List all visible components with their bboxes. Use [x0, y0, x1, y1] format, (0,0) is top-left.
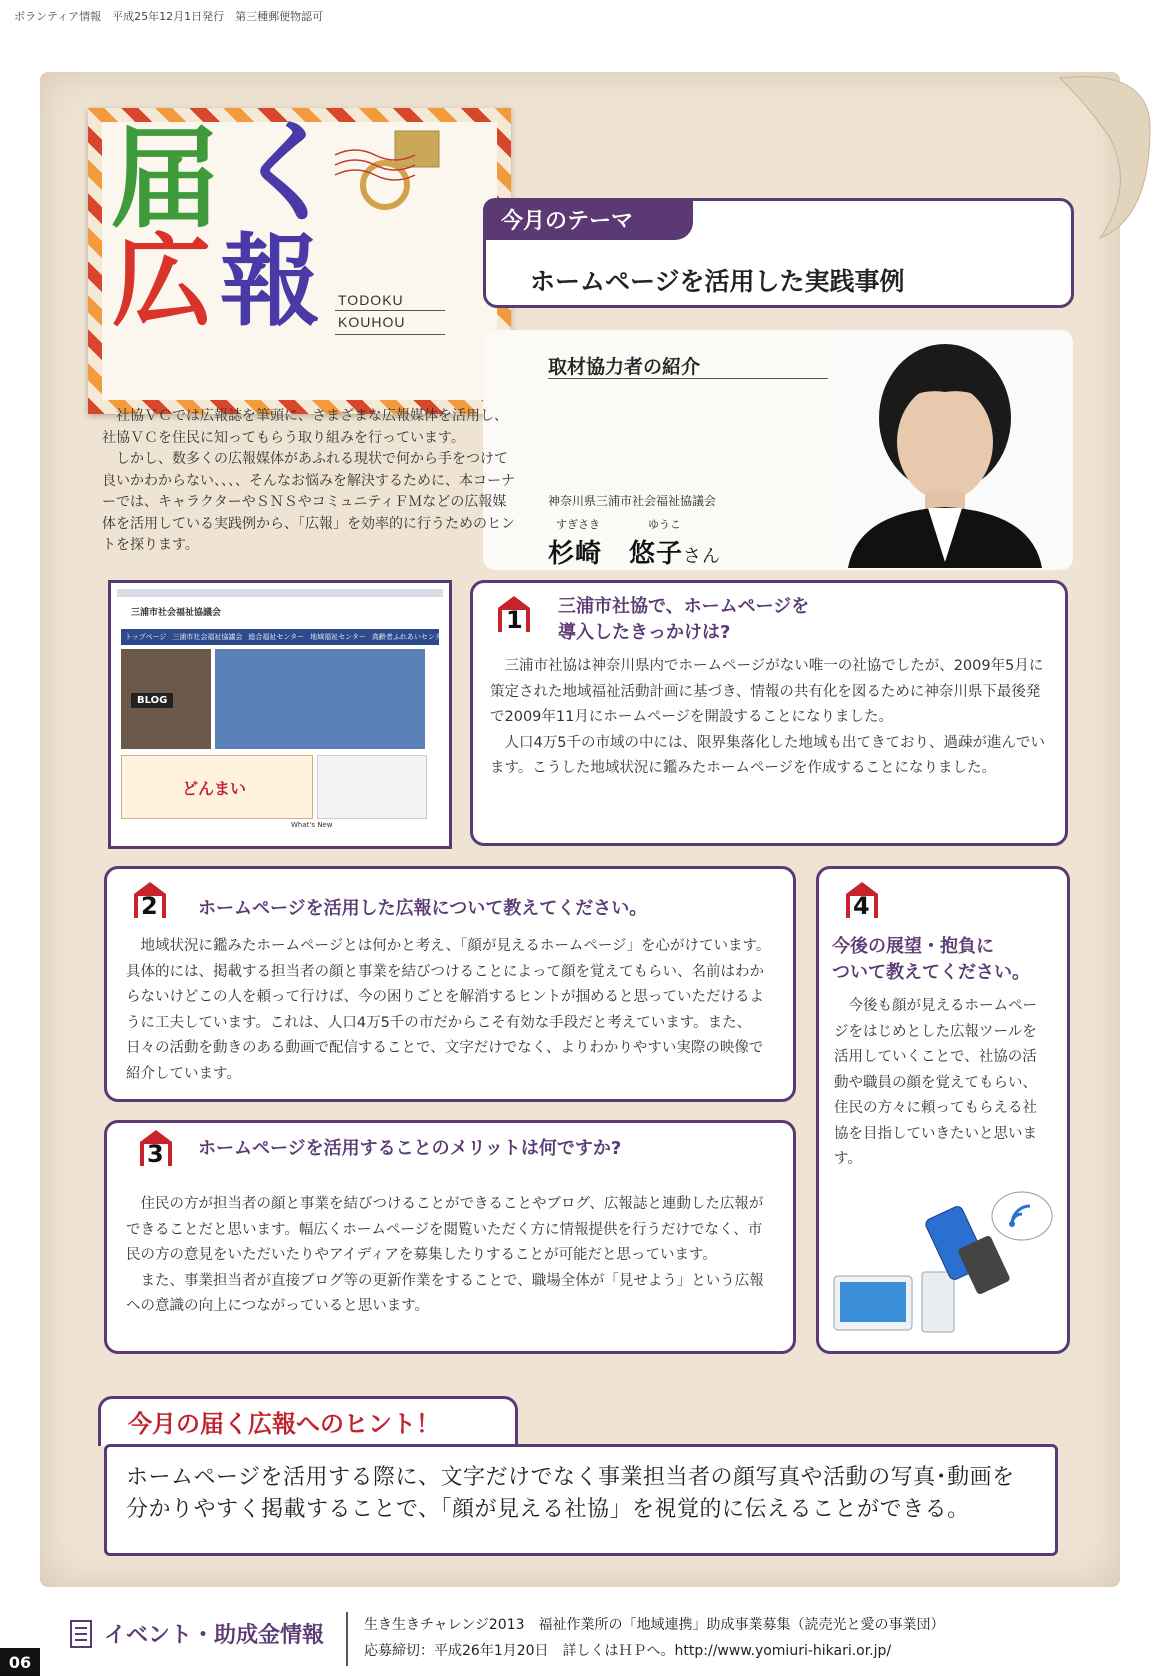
- q1-body: [490, 654, 1050, 782]
- logo-romaji-todoku: TODOKU: [338, 292, 404, 308]
- intro-text: [102, 406, 517, 557]
- q3-title: ホームページを活用することのメリットは何ですか?: [198, 1138, 622, 1159]
- q3-paragraph: 住民の方が担当者の顔と事業を結びつけることができることやブログ、広報誌と連動した広報ができることだと思います。幅広くホームページを閲覧いただく方に情報提供を行うだけでなく、市民の方の意見をいただいたりやアイディアを募集したりすることが可能だと思っています。: [126, 1196, 764, 1263]
- q4-title-line1: 今後の展望・抱負に: [832, 936, 994, 957]
- interviewee-name-text: 杉崎 悠子: [548, 539, 684, 569]
- logo-char-hou: 報: [220, 223, 320, 340]
- intro-paragraph: 社協ＶＣでは広報誌を筆頭に、さまざまな広報媒体を活用し、社協ＶＣを住民に知ってもらう取り組みを行っています。: [102, 408, 508, 446]
- masthead: ボランティア情報 平成25年12月1日発行 第三種郵便物認可: [14, 10, 324, 23]
- name-ruby-given: ゆうこ: [648, 518, 681, 531]
- heading-underline: [548, 378, 848, 379]
- site-blog-label: BLOG: [131, 693, 173, 708]
- intro-paragraph: しかし、数多くの広報媒体があふれる現状で何から手をつけて良いかわからない、、、、そんなお悩みを解決するために、本コーナーでは、キャラクターやＳＮＳやコミュニティＦＭなどの広報媒体を活用している実践例から、「広報」を効率的に行うためのヒントを探ります。: [102, 451, 515, 553]
- name-ruby-family: すぎさき: [556, 518, 600, 531]
- interviewee-photo: [828, 332, 1062, 568]
- honorific: さん: [683, 546, 722, 567]
- q1-title-line1: 三浦市社協で、ホームページを: [558, 596, 810, 617]
- logo-char-kou: 広: [112, 223, 212, 340]
- site-nav-item: 高齢者ふれあいセンター: [371, 633, 449, 641]
- footer-divider: [346, 1612, 348, 1666]
- site-nav-item: 地域福祉センター: [310, 633, 366, 641]
- theme-tab: 今月のテーマ: [483, 198, 693, 240]
- q2-title: ホームページを活用した広報について教えてください。: [198, 898, 648, 919]
- hint-text: [126, 1462, 1046, 1526]
- site-nav-item: 三浦市社会福祉協議会: [172, 633, 243, 641]
- q2-paragraph: 地域状況に鑑みたホームページとは何かと考え、「顔が見えるホームページ」を心がけています。具体的には、掲載する担当者の顔と事業を結びつけることによって顔を覚えてもらい、名前はわからないけどこの人を頼って行けば、今の困りごとを解消するヒントが掴めると思っていただけるように工夫しています。これは、人口4万5千の市だからこそ有効な手段だと考えています。また、日々の活動を動きのある動画で配信することで、文字だけでなく、よりわかりやすい実際の映像で紹介しています。: [126, 938, 771, 1082]
- site-whats-new: What's New: [291, 821, 333, 829]
- interviewee-name: [548, 533, 721, 570]
- interviewee-organization: 神奈川県三浦市社会福祉協議会: [548, 494, 717, 508]
- site-blog-panel: [121, 649, 211, 749]
- site-org-name: 三浦市社会福祉協議会: [131, 608, 222, 618]
- q1-number: 1: [506, 606, 523, 634]
- logo-char-todoku: 届: [110, 115, 220, 243]
- interviewee-heading: 取材協力者の紹介: [548, 356, 701, 378]
- document-icon: [70, 1620, 92, 1648]
- q4-number: 4: [853, 892, 870, 920]
- computer-phone-icon: [826, 1180, 1056, 1340]
- website-screenshot: [108, 580, 452, 849]
- q3-number: 3: [147, 1140, 164, 1168]
- hint-line: ホームページを活用する際に、文字だけでなく事業担当者の顔写真や活動の写真･動画を: [126, 1465, 1015, 1490]
- site-hero-banner: [215, 649, 425, 749]
- footer-deadline-line: 応募締切：平成26年1月20日 詳しくはＨＰへ。http://www.yomiuri-hikari.or.jp/: [364, 1643, 892, 1659]
- logo-divider: [335, 310, 445, 311]
- hint-line: 分かりやすく掲載することで、「顔が見える社協」を視覚的に伝えることができる。: [126, 1497, 970, 1522]
- q4-body: [834, 994, 1044, 1173]
- footer-section-title: イベント・助成金情報: [104, 1623, 325, 1648]
- site-nav-item: トップページ: [125, 633, 167, 641]
- site-sidebar: [317, 755, 427, 819]
- site-nav-item: 総合福祉センター: [248, 633, 305, 641]
- theme-title: ホームページを活用した実践事例: [530, 267, 905, 296]
- hint-title: 今月の届く広報へのヒント！: [128, 1410, 440, 1438]
- q1-paragraph: 人口4万5千の市域の中には、限界集落化した地域も出てきており、過疎が進んでいます。こうした地域状況に鑑みたホームページを作成することになりました。: [490, 734, 1045, 776]
- q1-paragraph: 三浦市社協は神奈川県内でホームページがない唯一の社協でしたが、2009年5月に策定された地域福祉活動計画に基づき、情報の共有化を図るために神奈川県下最後発で2009年11月にホームページを開設することになりました。: [490, 658, 1044, 725]
- site-nav: [121, 629, 449, 645]
- logo-char-ku: く: [232, 109, 342, 237]
- q4-title-line2: ついて教えてください。: [832, 962, 1030, 983]
- q4-paragraph: 今後も顔が見えるホームページをはじめとした広報ツールを活用していくことで、社協の活動や職員の顔を覚えてもらい、住民の方々に頼ってもらえる社協を目指していきたいと思います。: [834, 998, 1037, 1167]
- browser-bar: [117, 589, 443, 597]
- q3-paragraph: また、事業担当者が直接ブログ等の更新作業をすることで、職場全体が「見せよう」という広報への意識の向上につながっていると思います。: [126, 1272, 764, 1314]
- q3-body: [126, 1192, 776, 1320]
- logo-divider: [335, 334, 445, 335]
- stamp-icon: [335, 125, 475, 225]
- q2-number: 2: [141, 892, 158, 920]
- site-donmai-text: どんまい: [182, 779, 247, 798]
- footer-event-line: 生き生きチャレンジ2013 福祉作業所の「地域連携」助成事業募集（読売光と愛の事業団）: [364, 1617, 945, 1633]
- site-donmai-banner: [121, 755, 313, 819]
- logo-romaji-kouhou: KOUHOU: [338, 314, 406, 330]
- q1-title-line2: 導入したきっかけは?: [558, 622, 731, 643]
- page-number: 06: [0, 1648, 40, 1676]
- q2-body: [126, 934, 776, 1087]
